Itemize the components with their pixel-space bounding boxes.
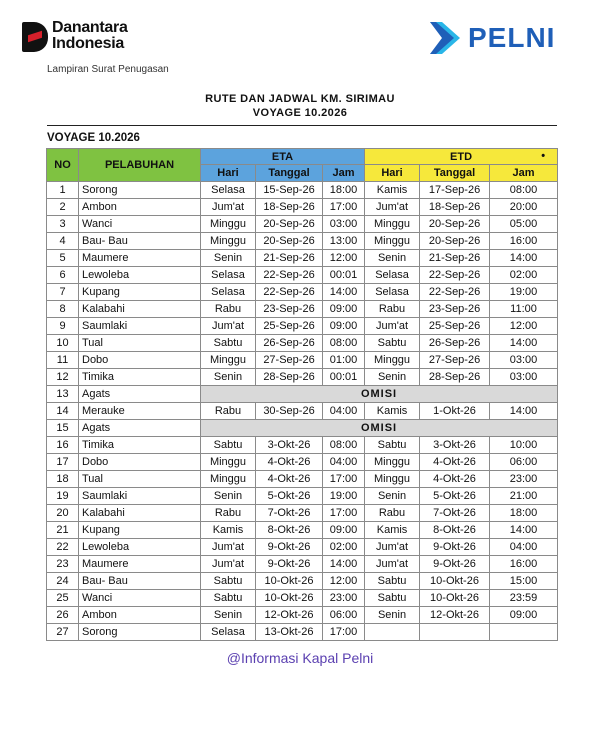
document-title: RUTE DAN JADWAL KM. SIRIMAU [205, 93, 395, 105]
row-eta-day: Sabtu [201, 335, 256, 352]
row-etd-day: Jum'at [365, 539, 420, 556]
table-row [47, 250, 558, 267]
row-port: Kupang [79, 284, 201, 301]
row-etd-time: 16:00 [490, 556, 558, 573]
row-eta-day: Minggu [201, 233, 256, 250]
row-port: Tual [79, 471, 201, 488]
row-no: 22 [47, 539, 79, 556]
row-etd-time: 14:00 [490, 250, 558, 267]
row-etd-date: 8-Okt-26 [420, 522, 490, 539]
table-row [47, 182, 558, 199]
row-eta-time: 01:00 [323, 352, 365, 369]
table-row [47, 522, 558, 539]
table-row [47, 369, 558, 386]
omisi-cell: OMISI [201, 386, 558, 403]
row-etd-time: 14:00 [490, 335, 558, 352]
row-eta-time: 23:00 [323, 590, 365, 607]
row-eta-date: 15-Sep-26 [256, 182, 323, 199]
row-eta-time: 18:00 [323, 182, 365, 199]
row-etd-date: 18-Sep-26 [420, 199, 490, 216]
row-etd-date: 21-Sep-26 [420, 250, 490, 267]
row-etd-date: 10-Okt-26 [420, 590, 490, 607]
table-row [47, 199, 558, 216]
row-eta-date: 3-Okt-26 [256, 437, 323, 454]
row-eta-day: Selasa [201, 267, 256, 284]
row-eta-day: Jum'at [201, 539, 256, 556]
row-eta-day: Minggu [201, 471, 256, 488]
row-etd-day [365, 624, 420, 641]
table-row [47, 573, 558, 590]
row-port: Dobo [79, 454, 201, 471]
row-port: Tual [79, 335, 201, 352]
row-eta-time: 09:00 [323, 522, 365, 539]
schedule-rows [47, 182, 558, 641]
row-no: 2 [47, 199, 79, 216]
row-port: Maumere [79, 556, 201, 573]
row-etd-time: 14:00 [490, 522, 558, 539]
table-row [47, 607, 558, 624]
row-eta-time: 12:00 [323, 250, 365, 267]
row-etd-date: 12-Okt-26 [420, 607, 490, 624]
row-port: Ambon [79, 199, 201, 216]
row-etd-date: 3-Okt-26 [420, 437, 490, 454]
etd-header-label: ETD [450, 150, 473, 163]
row-eta-time: 17:00 [323, 505, 365, 522]
row-etd-time: 06:00 [490, 454, 558, 471]
table-row [47, 216, 558, 233]
row-etd-time: 15:00 [490, 573, 558, 590]
row-eta-date: 26-Sep-26 [256, 335, 323, 352]
row-eta-time: 08:00 [323, 335, 365, 352]
row-no: 24 [47, 573, 79, 590]
row-no: 9 [47, 318, 79, 335]
row-port: Lewoleba [79, 539, 201, 556]
pelni-logo [428, 20, 555, 56]
row-etd-time: 04:00 [490, 539, 558, 556]
row-eta-day: Minggu [201, 352, 256, 369]
row-etd-day: Rabu [365, 505, 420, 522]
row-etd-time: 23:00 [490, 471, 558, 488]
row-port: Kalabahi [79, 505, 201, 522]
table-row [47, 403, 558, 420]
row-etd-day: Minggu [365, 216, 420, 233]
row-etd-date: 27-Sep-26 [420, 352, 490, 369]
eta-header: ETA [201, 149, 365, 165]
row-etd-time: 11:00 [490, 301, 558, 318]
row-eta-day: Jum'at [201, 556, 256, 573]
brand-line-2: Indonesia [52, 35, 124, 52]
row-port: Kalabahi [79, 301, 201, 318]
row-eta-date: 10-Okt-26 [256, 590, 323, 607]
row-eta-date: 4-Okt-26 [256, 471, 323, 488]
row-etd-date: 9-Okt-26 [420, 556, 490, 573]
row-etd-date: 28-Sep-26 [420, 369, 490, 386]
row-etd-time: 18:00 [490, 505, 558, 522]
row-etd-date: 17-Sep-26 [420, 182, 490, 199]
row-etd-date: 25-Sep-26 [420, 318, 490, 335]
row-eta-day: Senin [201, 607, 256, 624]
table-row [47, 539, 558, 556]
row-port: Timika [79, 437, 201, 454]
row-eta-day: Senin [201, 250, 256, 267]
row-etd-day: Senin [365, 488, 420, 505]
row-eta-date: 5-Okt-26 [256, 488, 323, 505]
row-eta-time: 17:00 [323, 471, 365, 488]
row-port: Sorong [79, 182, 201, 199]
row-eta-day: Senin [201, 369, 256, 386]
row-etd-time: 03:00 [490, 352, 558, 369]
row-eta-time: 00:01 [323, 369, 365, 386]
row-etd-time: 05:00 [490, 216, 558, 233]
row-etd-date: 20-Sep-26 [420, 233, 490, 250]
row-eta-day: Selasa [201, 284, 256, 301]
row-eta-time: 06:00 [323, 607, 365, 624]
row-eta-date: 20-Sep-26 [256, 216, 323, 233]
row-etd-day: Minggu [365, 352, 420, 369]
row-port: Timika [79, 369, 201, 386]
row-eta-day: Rabu [201, 505, 256, 522]
etd-date-header: Tanggal [420, 165, 490, 182]
row-eta-day: Minggu [201, 216, 256, 233]
row-eta-day: Rabu [201, 403, 256, 420]
row-eta-date: 18-Sep-26 [256, 199, 323, 216]
row-etd-time: 23:59 [490, 590, 558, 607]
table-row [47, 454, 558, 471]
row-etd-day: Selasa [365, 284, 420, 301]
row-port: Lewoleba [79, 267, 201, 284]
row-no: 16 [47, 437, 79, 454]
row-eta-time: 19:00 [323, 488, 365, 505]
row-etd-date: 9-Okt-26 [420, 539, 490, 556]
row-etd-time: 10:00 [490, 437, 558, 454]
row-eta-day: Rabu [201, 301, 256, 318]
pelni-wordmark: PELNI [468, 22, 556, 53]
row-port: Kupang [79, 522, 201, 539]
row-etd-day: Jum'at [365, 556, 420, 573]
row-eta-date: 9-Okt-26 [256, 556, 323, 573]
row-etd-day: Minggu [365, 471, 420, 488]
row-eta-time: 13:00 [323, 233, 365, 250]
row-port: Saumlaki [79, 488, 201, 505]
row-etd-date: 22-Sep-26 [420, 284, 490, 301]
row-etd-day: Kamis [365, 522, 420, 539]
row-eta-time: 12:00 [323, 573, 365, 590]
row-no: 5 [47, 250, 79, 267]
brand-line-1: Danantara [52, 19, 128, 36]
table-row [47, 233, 558, 250]
row-eta-day: Sabtu [201, 437, 256, 454]
row-etd-date: 26-Sep-26 [420, 335, 490, 352]
row-port: Agats [79, 420, 201, 437]
row-etd-date: 7-Okt-26 [420, 505, 490, 522]
row-eta-date: 12-Okt-26 [256, 607, 323, 624]
row-no: 4 [47, 233, 79, 250]
row-eta-time: 04:00 [323, 403, 365, 420]
etd-mark: • [541, 150, 546, 162]
row-no: 23 [47, 556, 79, 573]
row-port: Wanci [79, 590, 201, 607]
row-etd-day: Senin [365, 369, 420, 386]
row-eta-day: Selasa [201, 182, 256, 199]
row-etd-date: 4-Okt-26 [420, 471, 490, 488]
etd-header [365, 149, 558, 165]
row-no: 7 [47, 284, 79, 301]
row-no: 21 [47, 522, 79, 539]
table-row [47, 352, 558, 369]
row-etd-day: Jum'at [365, 199, 420, 216]
row-eta-date: 20-Sep-26 [256, 233, 323, 250]
row-port: Dobo [79, 352, 201, 369]
row-etd-day: Sabtu [365, 590, 420, 607]
row-etd-day: Sabtu [365, 437, 420, 454]
row-no: 3 [47, 216, 79, 233]
row-eta-date: 21-Sep-26 [256, 250, 323, 267]
row-port: Saumlaki [79, 318, 201, 335]
row-eta-date: 22-Sep-26 [256, 284, 323, 301]
table-row [47, 267, 558, 284]
row-etd-day: Kamis [365, 182, 420, 199]
row-no: 12 [47, 369, 79, 386]
row-etd-date: 1-Okt-26 [420, 403, 490, 420]
row-eta-time: 09:00 [323, 301, 365, 318]
document-subtitle: VOYAGE 10.2026 [252, 107, 348, 119]
schedule-table [46, 148, 558, 641]
row-eta-date: 13-Okt-26 [256, 624, 323, 641]
row-etd-time: 16:00 [490, 233, 558, 250]
row-etd-time: 20:00 [490, 199, 558, 216]
row-no: 17 [47, 454, 79, 471]
row-etd-time: 03:00 [490, 369, 558, 386]
row-eta-time: 09:00 [323, 318, 365, 335]
row-port: Bau- Bau [79, 573, 201, 590]
table-row [47, 318, 558, 335]
table-row [47, 335, 558, 352]
row-no: 19 [47, 488, 79, 505]
voyage-label: VOYAGE 10.2026 [47, 132, 140, 144]
row-port: Ambon [79, 607, 201, 624]
row-eta-time: 14:00 [323, 284, 365, 301]
row-etd-day: Jum'at [365, 318, 420, 335]
omisi-cell: OMISI [201, 420, 558, 437]
row-eta-date: 30-Sep-26 [256, 403, 323, 420]
pelni-logo-icon [428, 20, 462, 56]
row-eta-day: Sabtu [201, 590, 256, 607]
row-etd-time: 21:00 [490, 488, 558, 505]
row-etd-time: 02:00 [490, 267, 558, 284]
row-etd-day: Sabtu [365, 573, 420, 590]
row-etd-date [420, 624, 490, 641]
row-no: 14 [47, 403, 79, 420]
table-row [47, 556, 558, 573]
danantara-logo [22, 20, 128, 52]
row-no: 26 [47, 607, 79, 624]
row-eta-time: 17:00 [323, 199, 365, 216]
row-eta-day: Minggu [201, 454, 256, 471]
row-eta-date: 10-Okt-26 [256, 573, 323, 590]
row-etd-time: 19:00 [490, 284, 558, 301]
etd-time-header: Jam [490, 165, 558, 182]
danantara-wordmark [52, 20, 128, 52]
row-etd-time: 12:00 [490, 318, 558, 335]
row-eta-date: 8-Okt-26 [256, 522, 323, 539]
row-eta-time: 03:00 [323, 216, 365, 233]
etd-day-header: Hari [365, 165, 420, 182]
row-etd-date: 20-Sep-26 [420, 216, 490, 233]
row-no: 20 [47, 505, 79, 522]
row-etd-day: Senin [365, 250, 420, 267]
lampiran-note: Lampiran Surat Penugasan [47, 64, 169, 75]
eta-time-header: Jam [323, 165, 365, 182]
eta-day-header: Hari [201, 165, 256, 182]
row-no: 8 [47, 301, 79, 318]
table-row [47, 471, 558, 488]
col-no-header: NO [47, 149, 79, 182]
row-eta-date: 23-Sep-26 [256, 301, 323, 318]
row-eta-time: 08:00 [323, 437, 365, 454]
row-eta-time: 02:00 [323, 539, 365, 556]
row-no: 15 [47, 420, 79, 437]
row-eta-date: 25-Sep-26 [256, 318, 323, 335]
row-no: 11 [47, 352, 79, 369]
row-port: Wanci [79, 216, 201, 233]
row-eta-day: Selasa [201, 624, 256, 641]
row-eta-date: 22-Sep-26 [256, 267, 323, 284]
row-etd-time: 09:00 [490, 607, 558, 624]
row-eta-date: 4-Okt-26 [256, 454, 323, 471]
row-etd-date: 10-Okt-26 [420, 573, 490, 590]
danantara-logo-icon [22, 22, 48, 52]
row-no: 1 [47, 182, 79, 199]
row-no: 25 [47, 590, 79, 607]
row-eta-day: Jum'at [201, 318, 256, 335]
row-etd-date: 5-Okt-26 [420, 488, 490, 505]
row-eta-date: 7-Okt-26 [256, 505, 323, 522]
row-eta-day: Senin [201, 488, 256, 505]
row-etd-day: Minggu [365, 233, 420, 250]
row-etd-date: 22-Sep-26 [420, 267, 490, 284]
table-row [47, 624, 558, 641]
table-row [47, 590, 558, 607]
row-port: Sorong [79, 624, 201, 641]
row-no: 27 [47, 624, 79, 641]
row-eta-date: 28-Sep-26 [256, 369, 323, 386]
row-port: Agats [79, 386, 201, 403]
row-no: 6 [47, 267, 79, 284]
row-etd-day: Rabu [365, 301, 420, 318]
row-no: 10 [47, 335, 79, 352]
col-port-header: PELABUHAN [79, 149, 201, 182]
row-no: 13 [47, 386, 79, 403]
title-divider [47, 125, 557, 126]
row-etd-day: Minggu [365, 454, 420, 471]
row-eta-date: 27-Sep-26 [256, 352, 323, 369]
row-eta-time: 17:00 [323, 624, 365, 641]
row-etd-day: Sabtu [365, 335, 420, 352]
row-etd-day: Selasa [365, 267, 420, 284]
row-etd-time: 08:00 [490, 182, 558, 199]
eta-date-header: Tanggal [256, 165, 323, 182]
row-eta-date: 9-Okt-26 [256, 539, 323, 556]
table-row [47, 284, 558, 301]
row-eta-time: 00:01 [323, 267, 365, 284]
row-etd-day: Senin [365, 607, 420, 624]
row-no: 18 [47, 471, 79, 488]
footer-credit: @Informasi Kapal Pelni [226, 650, 374, 666]
table-row [47, 505, 558, 522]
row-etd-time: 14:00 [490, 403, 558, 420]
row-eta-time: 14:00 [323, 556, 365, 573]
row-etd-time [490, 624, 558, 641]
table-row [47, 488, 558, 505]
row-port: Bau- Bau [79, 233, 201, 250]
row-etd-day: Kamis [365, 403, 420, 420]
row-eta-day: Kamis [201, 522, 256, 539]
row-port: Maumere [79, 250, 201, 267]
row-eta-day: Jum'at [201, 199, 256, 216]
table-row [47, 386, 558, 403]
row-etd-date: 23-Sep-26 [420, 301, 490, 318]
row-eta-time: 04:00 [323, 454, 365, 471]
table-row [47, 437, 558, 454]
row-etd-date: 4-Okt-26 [420, 454, 490, 471]
table-row [47, 301, 558, 318]
row-eta-day: Sabtu [201, 573, 256, 590]
row-port: Merauke [79, 403, 201, 420]
table-row [47, 420, 558, 437]
